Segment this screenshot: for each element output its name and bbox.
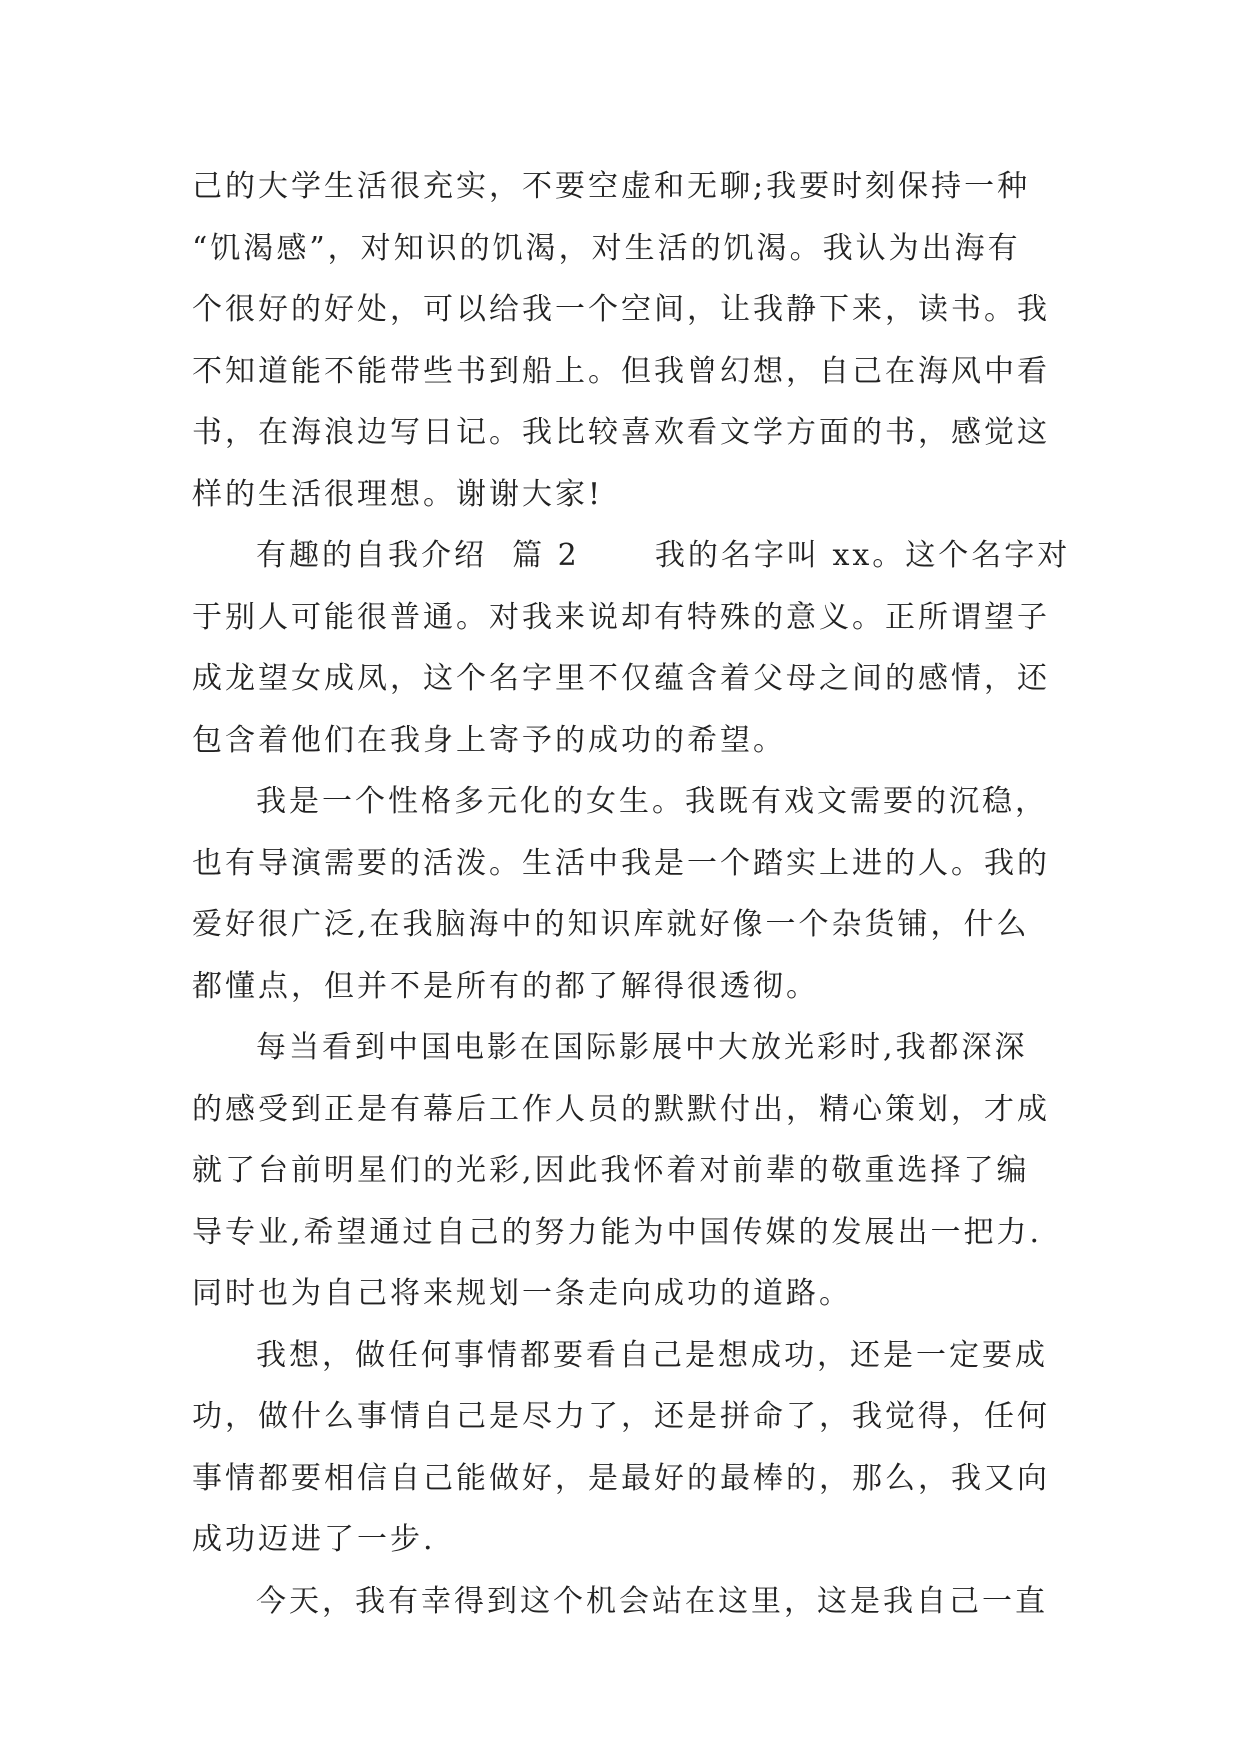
text-line: 的感受到正是有幕后工作人员的默默付出，精心策划，才成: [192, 1091, 1050, 1127]
text-line: 成龙望女成凤，这个名字里不仅蕴含着父母之间的感情，还: [192, 661, 1050, 696]
text-line: 个很好的好处，可以给我一个空间，让我静下来，读书。我: [192, 292, 1050, 327]
section-heading-line: 有趣的自我介绍 篇 2 我的名字叫 xx。这个名字对: [256, 538, 1071, 573]
text-line: 就了台前明星们的光彩,因此我怀着对前辈的敬重选择了编: [192, 1153, 1030, 1188]
paragraph-first-line: 今天，我有幸得到这个机会站在这里，这是我自己一直: [256, 1583, 1048, 1619]
text-line: 事情都要相信自己能做好，是最好的最棒的，那么，我又向: [192, 1460, 1050, 1496]
text-line: 同时也为自己将来规划一条走向成功的道路。: [192, 1276, 852, 1311]
text-line: 包含着他们在我身上寄予的成功的希望。: [192, 722, 786, 758]
text-line: 也有导演需要的活泼。生活中我是一个踏实上进的人。我的: [192, 845, 1050, 881]
text-line: 己的大学生活很充实，不要空虚和无聊;我要时刻保持一种: [192, 169, 1031, 204]
paragraph-first-line: 我想，做任何事情都要看自己是想成功，还是一定要成: [256, 1337, 1048, 1373]
text-line: 于别人可能很普通。对我来说却有特殊的意义。正所谓望子: [192, 599, 1050, 635]
text-line: “饥渴感”，对知识的饥渴，对生活的饥渴。我认为出海有: [192, 230, 1021, 266]
text-line: 成功迈进了一步.: [192, 1522, 436, 1557]
text-line: 功，做什么事情自己是尽力了，还是拼命了，我觉得，任何: [192, 1399, 1050, 1434]
text-line: 都懂点，但并不是所有的都了解得很透彻。: [192, 968, 819, 1004]
paragraph-first-line: 我是一个性格多元化的女生。我既有戏文需要的沉稳，: [256, 784, 1048, 819]
text-line: 书，在海浪边写日记。我比较喜欢看文学方面的书，感觉这: [192, 415, 1050, 450]
text-line: 不知道能不能带些书到船上。但我曾幻想，自己在海风中看: [192, 353, 1050, 389]
body-text: [192, 156, 1071, 1632]
text-line: 爱好很广泛,在我脑海中的知识库就好像一个杂货铺，什么: [192, 907, 1030, 942]
text-line: 样的生活很理想。谢谢大家!: [192, 476, 604, 512]
paragraph-first-line: 每当看到中国电影在国际影展中大放光彩时,我都深深: [256, 1030, 1028, 1065]
text-line: 导专业,希望通过自己的努力能为中国传媒的发展出一把力.: [192, 1214, 1043, 1250]
